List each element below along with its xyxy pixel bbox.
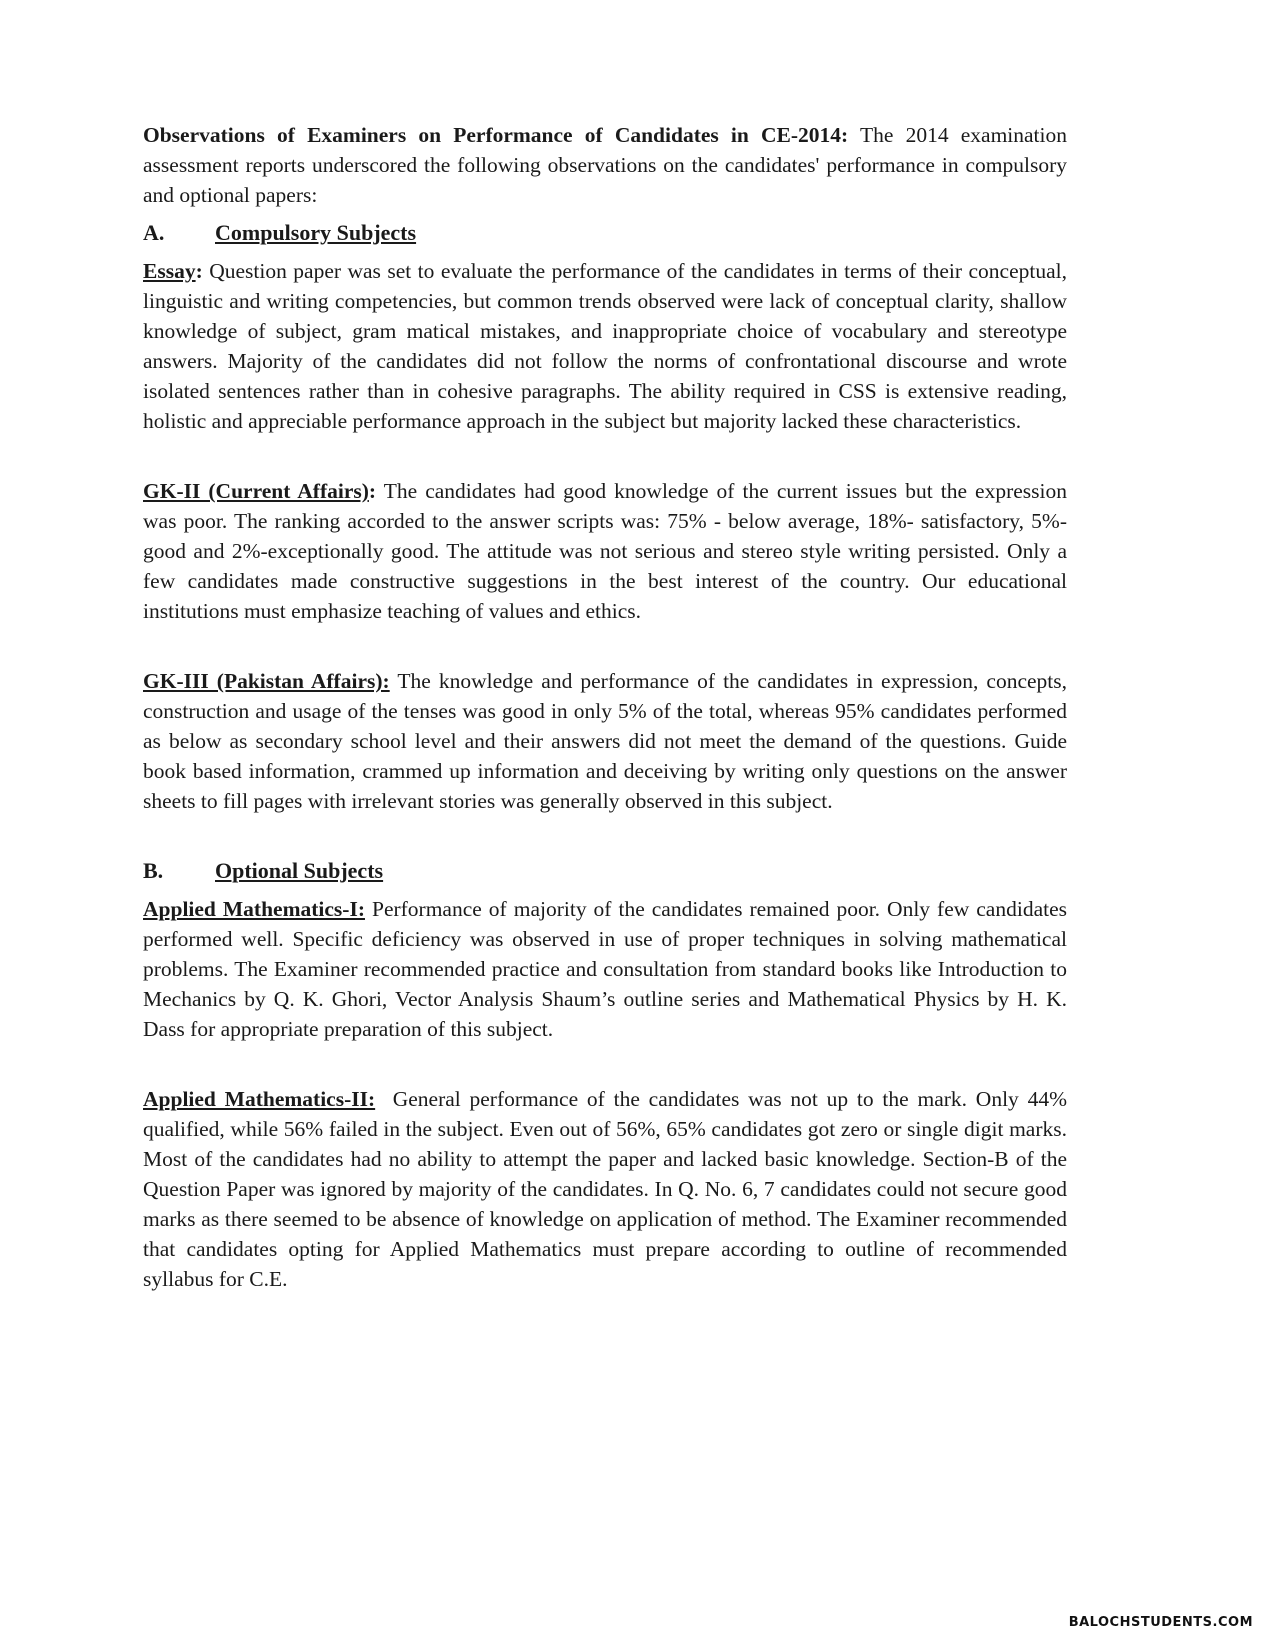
intro-text: The 2014 examination assessment reports underscored the following observations on the candidates' performance in compulsory and optional papers:	[143, 123, 1068, 207]
applied-math-2-label: Applied Mathematics-II:	[143, 1087, 376, 1111]
gk2-text: The candidates had good knowledge of the current issues but the expression was poor. The ranking accorded to the answer scripts was: 75% - below average, 18%- satisfactory, 5%-good and 2%-exceptionally good. The attitude was not serious and stereo style writing persisted. Only a few candidates made constructive suggestions in the best interest of the country. Our educational institutions must emphasize teaching of values and ethics.	[143, 479, 1067, 623]
applied-math-1-paragraph	[143, 894, 1067, 1044]
section-a-heading	[143, 218, 1067, 248]
essay-label: Essay	[143, 259, 196, 283]
document-page	[143, 120, 1073, 1334]
section-a-letter: A.	[143, 220, 165, 245]
gk3-paragraph	[143, 666, 1067, 816]
applied-math-1-text: Performance of majority of the candidates remained poor. Only few candidates performed well. Specific deficiency was observed in use of proper techniques in solving mathematical problems. The Examiner recommended practice and consultation from standard books like Introduction to Mechanics by Q. K. Ghori, Vector Analysis Shaum’s outline series and Mathematical Physics by H. K. Dass for appropriate preparation of this subject.	[143, 897, 1067, 1041]
gk3-text: The knowledge and performance of the candidates in expression, concepts, construction and usage of the tenses was good in only 5% of the total, whereas 95% candidates performed as below as secondary school level and their answers did not meet the demand of the questions. Guide book based information, crammed up information and deceiving by writing only questions on the answer sheets to fill pages with irrelevant stories was generally observed in this subject.	[143, 669, 1068, 813]
site-watermark: BALOCHSTUDENTS.COM	[1068, 1615, 1253, 1630]
section-b-letter: B.	[143, 858, 164, 883]
gk2-label: GK-II (Current Affairs)	[143, 479, 369, 503]
gk2-label-colon: :	[368, 479, 377, 503]
essay-label-colon: :	[195, 259, 203, 283]
section-b-heading	[143, 856, 1067, 886]
applied-math-2-paragraph	[143, 1084, 1073, 1294]
essay-paragraph	[143, 256, 1067, 436]
intro-paragraph	[143, 120, 1067, 210]
gk3-label: GK-III (Pakistan Affairs):	[143, 669, 390, 693]
essay-text: Question paper was set to evaluate the performance of the candidates in terms of their conceptual, linguistic and writing competencies, but common trends observed were lack of conceptual clarity, shallow knowledge of subject, gram matical mistakes, and inappropriate choice of vocabulary and stereotype answers. Majority of the candidates did not follow the norms of confrontational discourse and wrote isolated sentences rather than in cohesive paragraphs. The ability required in CSS is extensive reading, holistic and appreciable performance approach in the subject but majority lacked these characteristics.	[143, 259, 1067, 433]
section-a-title: Compulsory Subjects	[215, 220, 417, 245]
applied-math-1-label: Applied Mathematics-I:	[143, 897, 365, 921]
applied-math-2-text: General performance of the candidates was not up to the mark. Only 44% qualified, while 56% failed in the subject. Even out of 56%, 65% candidates got zero or single digit marks. Most of the candidates had no ability to attempt the paper and lacked basic knowledge. Section-B of the Question Paper was ignored by majority of the candidates. In Q. No. 6, 7 candidates could not secure good marks as there seemed to be absence of knowledge on application of method. The Examiner recommended that candidates opting for Applied Mathematics must prepare according to outline of recommended syllabus for C.E.	[143, 1087, 1073, 1291]
gk2-paragraph	[143, 476, 1067, 626]
section-b-title: Optional Subjects	[215, 858, 384, 883]
intro-heading: Observations of Examiners on Performance of Candidates in CE-2014:	[143, 123, 849, 147]
